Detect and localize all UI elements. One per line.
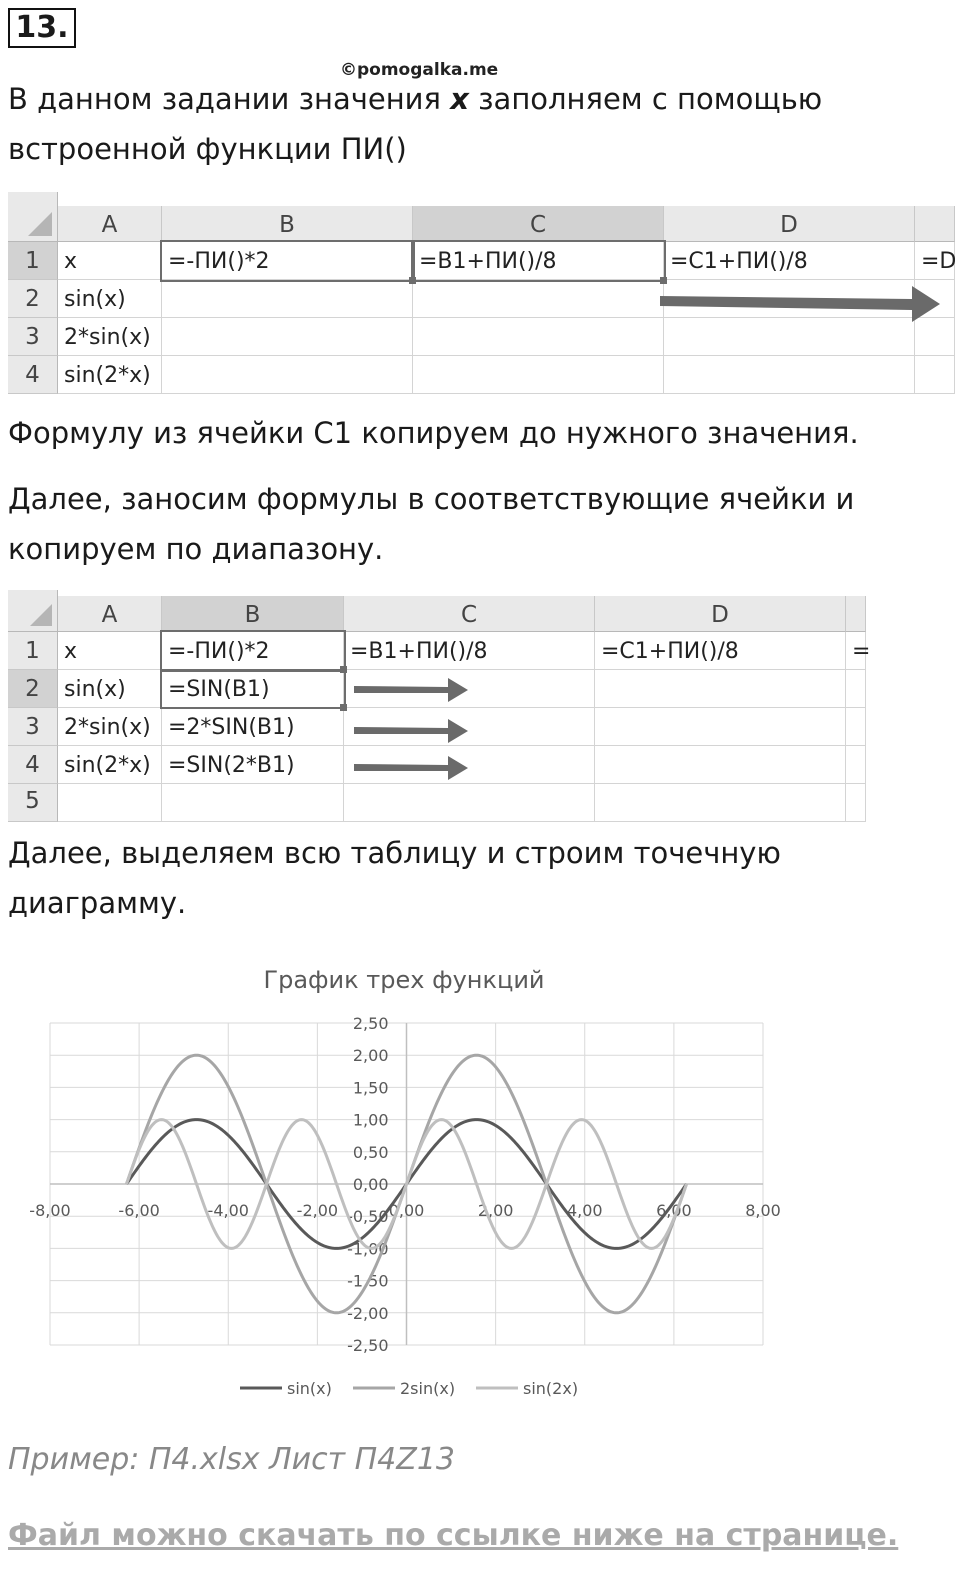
col-header-d[interactable]: D <box>664 206 915 242</box>
select-all-corner-2[interactable] <box>8 590 58 632</box>
copy-instruction: Формулу из ячейки С1 копируем до нужного значения. <box>8 416 859 450</box>
fill-handle-b1 <box>409 277 416 284</box>
x-tick-label: -6,00 <box>118 1201 160 1220</box>
cell2-d3[interactable] <box>595 708 846 746</box>
chart-instruction-1: Далее, выделяем всю таблицу и строим точечную <box>8 836 781 870</box>
y-tick-label: 2,50 <box>352 1014 389 1033</box>
row-header-3-2[interactable]: 3 <box>8 708 58 746</box>
legend-label: sin(x) <box>287 1379 332 1398</box>
copy-range-b1 <box>160 240 415 282</box>
row-header-2-2[interactable]: 2 <box>8 670 58 708</box>
intro-text-1: В данном задании значения <box>8 82 451 116</box>
x-tick-label: 4,00 <box>566 1201 603 1220</box>
row-header-2[interactable]: 2 <box>8 280 58 318</box>
cell2-a2[interactable]: sin(x) <box>58 670 162 708</box>
col-header-b-2[interactable]: B <box>162 596 344 632</box>
y-tick-label: -2,00 <box>347 1303 389 1323</box>
row-header-1[interactable]: 1 <box>8 242 58 280</box>
fill-arrow-row2-icon <box>352 676 472 704</box>
y-tick-label: 1,00 <box>352 1110 389 1130</box>
col-header-e-2[interactable] <box>846 596 866 632</box>
fill-arrow-row4-icon <box>352 754 472 782</box>
scatter-chart[interactable] <box>0 950 960 1420</box>
cell2-d2[interactable] <box>595 670 846 708</box>
fill-handle-2[interactable] <box>340 704 347 711</box>
cell2-c1[interactable]: =B1+ПИ()/8 <box>344 632 595 670</box>
x-tick-label: 0,00 <box>388 1201 425 1220</box>
cell2-b3[interactable]: =2*SIN(B1) <box>162 708 344 746</box>
chart-instruction-2: диаграмму. <box>8 886 187 920</box>
intro-var: x <box>450 82 469 116</box>
task-number: 13. <box>8 8 76 48</box>
cell-a3[interactable]: 2*sin(x) <box>58 318 162 356</box>
cell-c1[interactable]: =B1+ПИ()/8 <box>413 242 664 280</box>
fill-arrow-icon <box>658 284 948 324</box>
cell-c3[interactable] <box>413 318 664 356</box>
col-header-d-2[interactable]: D <box>595 596 846 632</box>
cell2-d4[interactable] <box>595 746 846 784</box>
spreadsheet-1 <box>8 192 957 388</box>
fill-arrow-row3-icon <box>352 717 472 745</box>
col-header-e[interactable] <box>915 206 955 242</box>
cell2-c5[interactable] <box>344 784 595 822</box>
cell-c4[interactable] <box>413 356 664 394</box>
cell2-d5[interactable] <box>595 784 846 822</box>
y-tick-label: 0,00 <box>352 1175 389 1194</box>
example-file-note: Пример: П4.xlsx Лист П4Z13 <box>8 1442 455 1477</box>
y-tick-label: -0,50 <box>347 1207 389 1227</box>
col-header-c-2[interactable]: C <box>344 596 595 632</box>
cell2-e5[interactable] <box>846 784 866 822</box>
cell-d4[interactable] <box>664 356 915 394</box>
x-tick-label: -4,00 <box>207 1201 249 1220</box>
cell-b4[interactable] <box>162 356 413 394</box>
cell2-b5[interactable] <box>162 784 344 822</box>
cell2-a4[interactable]: sin(2*x) <box>58 746 162 784</box>
cell-e1[interactable]: =D <box>915 242 955 280</box>
copy-range-b1-2 <box>160 630 346 672</box>
y-tick-label: 2,00 <box>352 1046 389 1066</box>
formula-instruction-1: Далее, заносим формулы в соответствующие ячейки и <box>8 482 855 516</box>
y-tick-label: -1,50 <box>347 1271 389 1291</box>
fill-handle[interactable] <box>660 277 667 284</box>
row-header-4[interactable]: 4 <box>8 356 58 394</box>
cell2-d1[interactable]: =C1+ПИ()/8 <box>595 632 846 670</box>
cell2-a5[interactable] <box>58 784 162 822</box>
row-header-1-2[interactable]: 1 <box>8 632 58 670</box>
cell-a2[interactable]: sin(x) <box>58 280 162 318</box>
col-header-b[interactable]: B <box>162 206 413 242</box>
col-header-c[interactable]: C <box>413 206 664 242</box>
selected-cell-b2 <box>160 669 346 709</box>
y-tick-label: -2,50 <box>347 1336 389 1355</box>
select-all-corner[interactable] <box>8 192 58 242</box>
x-tick-label: 2,00 <box>477 1201 514 1220</box>
cell-e4[interactable] <box>915 356 955 394</box>
cell-b1[interactable]: =-ПИ()*2 <box>162 242 413 280</box>
fill-handle-b1-2 <box>340 666 347 673</box>
cell2-b1[interactable]: =-ПИ()*2 <box>162 632 344 670</box>
x-tick-label: -2,00 <box>296 1201 339 1220</box>
row-header-4-2[interactable]: 4 <box>8 746 58 784</box>
cell-c2[interactable] <box>413 280 664 318</box>
chart-title: График трех функций <box>263 966 545 994</box>
chart-instruction <box>8 828 953 928</box>
cell2-a1[interactable]: x <box>58 632 162 670</box>
cell-a1[interactable]: x <box>58 242 162 280</box>
x-tick-label: 8,00 <box>745 1201 781 1220</box>
intro-text-3: встроенной функции ПИ() <box>8 132 407 166</box>
formula-instruction <box>8 474 953 574</box>
cell2-a3[interactable]: 2*sin(x) <box>58 708 162 746</box>
watermark: ©pomogalka.me <box>340 60 499 80</box>
legend-label: 2sin(x) <box>400 1379 456 1398</box>
cell2-e3[interactable] <box>846 708 866 746</box>
legend-label: sin(2x) <box>523 1379 579 1398</box>
row-header-3[interactable]: 3 <box>8 318 58 356</box>
x-tick-label: -8,00 <box>29 1201 71 1220</box>
cell2-b2[interactable]: =SIN(B1) <box>162 670 344 708</box>
formula-instruction-2: копируем по диапазону. <box>8 532 384 566</box>
cell-b2[interactable] <box>162 280 413 318</box>
col-header-a-2[interactable]: A <box>58 596 162 632</box>
intro-paragraph <box>8 74 953 174</box>
selected-cell-c1 <box>411 240 666 282</box>
cell2-b4[interactable]: =SIN(2*B1) <box>162 746 344 784</box>
y-tick-label: -1,00 <box>347 1239 389 1259</box>
y-tick-label: 0,50 <box>352 1142 389 1162</box>
intro-text-2: заполняем с помощью <box>468 82 823 116</box>
x-tick-label: 6,00 <box>656 1201 692 1220</box>
cell-a4[interactable]: sin(2*x) <box>58 356 162 394</box>
row-header-5-2[interactable]: 5 <box>8 784 58 822</box>
chart-legend[interactable] <box>240 1379 578 1398</box>
cell-b3[interactable] <box>162 318 413 356</box>
download-link[interactable]: Файл можно скачать по ссылке ниже на странице. <box>8 1518 899 1553</box>
cell2-e1[interactable]: = <box>846 632 866 670</box>
cell2-e4[interactable] <box>846 746 866 784</box>
cell-d1[interactable]: =C1+ПИ()/8 <box>664 242 915 280</box>
cell2-e2[interactable] <box>846 670 866 708</box>
col-header-a[interactable]: A <box>58 206 162 242</box>
spreadsheet-2 <box>8 590 871 814</box>
y-tick-label: 1,50 <box>352 1078 389 1098</box>
